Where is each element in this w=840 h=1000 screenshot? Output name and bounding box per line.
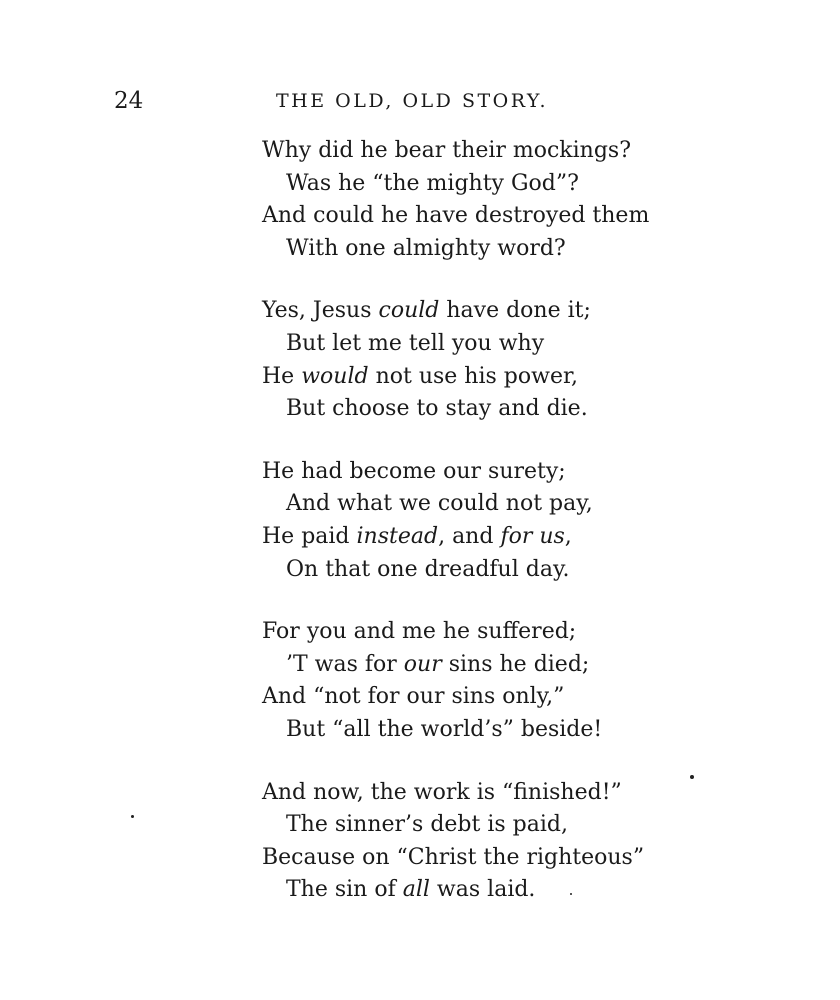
poem-line bbox=[0, 681, 840, 714]
line-text: And what we could not pay, bbox=[286, 491, 593, 517]
line-text: On that one dreadful day. bbox=[286, 556, 570, 582]
stanza bbox=[0, 456, 840, 586]
poem-line bbox=[0, 456, 840, 489]
line-text: But “all the world’s” beside! bbox=[286, 716, 603, 742]
line-text: But let me tell you why bbox=[286, 330, 545, 356]
poem-line bbox=[0, 135, 840, 168]
line-text: was laid. bbox=[429, 877, 536, 903]
page-number: 24 bbox=[114, 88, 144, 114]
line-text: But choose to stay and die. bbox=[286, 396, 588, 422]
line-text: not use his power, bbox=[368, 363, 579, 389]
line-text: Was he “the mighty God”? bbox=[286, 170, 579, 196]
poem-line bbox=[0, 616, 840, 649]
line-text: He had become our surety; bbox=[262, 458, 566, 484]
stanza bbox=[0, 295, 840, 425]
ink-speck bbox=[131, 815, 134, 818]
poem-line bbox=[0, 554, 840, 587]
line-text: And “not for our sins only,” bbox=[262, 684, 565, 710]
line-text: The sin of bbox=[286, 877, 403, 903]
poem-line bbox=[0, 842, 840, 875]
line-text: , bbox=[564, 523, 572, 549]
poem-line bbox=[0, 168, 840, 201]
poem-body bbox=[0, 135, 840, 937]
poem-line bbox=[0, 295, 840, 328]
line-text: Yes, Jesus bbox=[262, 298, 379, 324]
stanza bbox=[0, 135, 840, 265]
line-text: ’T was for bbox=[286, 651, 404, 677]
line-text: have done it; bbox=[439, 298, 591, 324]
line-text: He paid bbox=[262, 523, 357, 549]
italic-word: for us bbox=[500, 523, 565, 549]
poem-line bbox=[0, 777, 840, 810]
poem-line bbox=[0, 809, 840, 842]
italic-word: instead bbox=[356, 523, 439, 549]
italic-word: our bbox=[403, 651, 442, 677]
line-text: For you and me he suffered; bbox=[262, 619, 577, 645]
poem-line bbox=[0, 328, 840, 361]
ink-speck bbox=[570, 893, 572, 895]
poem-line bbox=[0, 361, 840, 394]
line-text: With one almighty word? bbox=[286, 235, 566, 261]
line-text: sins he died; bbox=[441, 651, 590, 677]
page-header bbox=[0, 88, 840, 118]
line-text: Because on “Christ the righteous” bbox=[262, 844, 645, 870]
stanza bbox=[0, 616, 840, 746]
line-text: He bbox=[262, 363, 302, 389]
italic-word: could bbox=[378, 298, 440, 324]
line-text: And could he have destroyed them bbox=[262, 203, 650, 229]
poem-line bbox=[0, 521, 840, 554]
poem-line bbox=[0, 874, 840, 907]
italic-word: all bbox=[402, 877, 430, 903]
line-text: , and bbox=[438, 523, 501, 549]
poem-line bbox=[0, 200, 840, 233]
ink-speck bbox=[690, 775, 694, 779]
italic-word: would bbox=[301, 363, 369, 389]
poem-line bbox=[0, 393, 840, 426]
poem-line bbox=[0, 488, 840, 521]
poem-line bbox=[0, 649, 840, 682]
line-text: Why did he bear their mockings? bbox=[262, 138, 632, 163]
poem-line bbox=[0, 233, 840, 266]
poem-line bbox=[0, 714, 840, 747]
line-text: The sinner’s debt is paid, bbox=[286, 812, 568, 838]
line-text: And now, the work is “finished!” bbox=[262, 779, 622, 805]
running-title: THE OLD, OLD STORY. bbox=[276, 90, 549, 112]
stanza bbox=[0, 777, 840, 907]
